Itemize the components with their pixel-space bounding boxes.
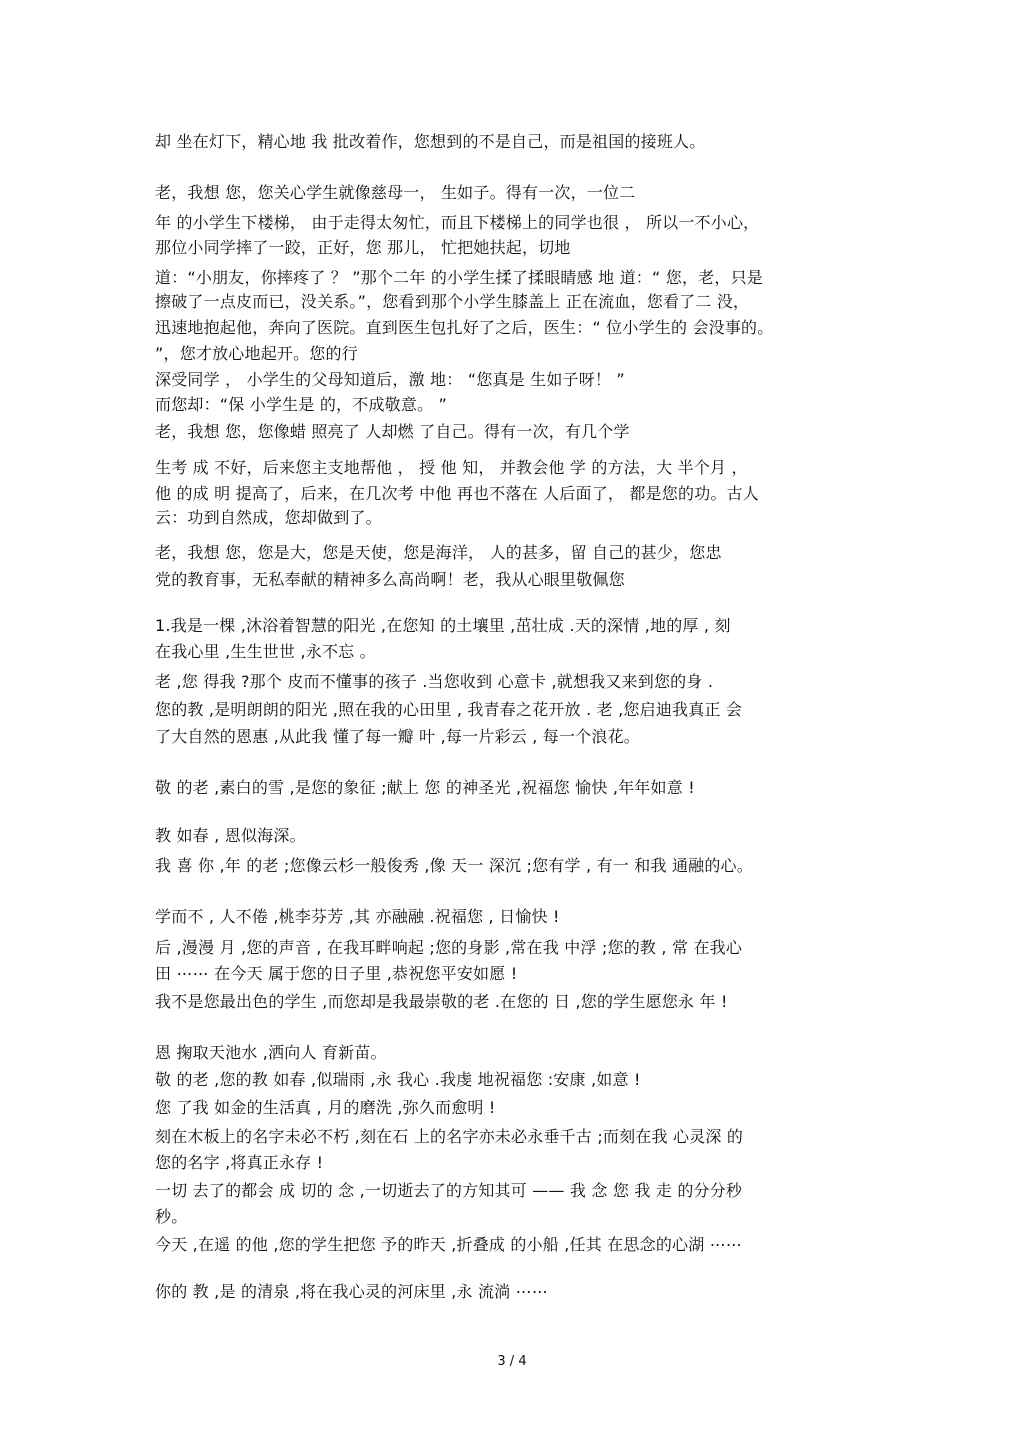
text-line: 您的名字 ,将真正永存 !	[155, 1153, 324, 1172]
text-line: 学而不 , 人不倦 ,桃李芬芳 ,其 亦融融 .祝福您 , 日愉快 !	[155, 907, 560, 926]
text-line: 却 坐在灯下，精心地 我 批改着作，您想到的不是自己，而是祖国的接班人。	[155, 132, 706, 151]
text-line: 擦破了一点皮而已，没关系。”，您看到那个小学生膝盖上 正在流血，您看了二 没，	[155, 292, 750, 311]
text-line: 后 ,漫漫 月 ,您的声音 , 在我耳畔响起 ;您的身影 ,常在我 中浮 ;您的教 , 常 在我心	[155, 938, 743, 957]
text-line: 老 ,您 得我 ?那个 皮而不懂事的孩子 .当您收到 心意卡 ,就想我又来到您的身 .	[155, 672, 714, 691]
text-line: 一切 去了的都会 成 切的 念 ,一切逝去了的方知其可 —— 我 念 您 我 走 的分分秒	[155, 1181, 743, 1200]
text-line: 1.我是一棵 ,沐浴着智慧的阳光 ,在您知 的土壤里 ,茁壮成 .天的深情 ,地的厚 , 刻	[155, 616, 731, 635]
text-line: 我 喜 你 ,年 的老 ;您像云杉一般俊秀 ,像 天一 深沉 ;您有学 , 有一 和我 通融的心。	[155, 856, 753, 875]
text-line: 敬 的老 ,您的教 如春 ,似瑞雨 ,永 我心 .我虔 地祝福您 :安康 ,如意 !	[155, 1070, 641, 1089]
text-line: 云：功到自然成，您却做到了。	[155, 508, 382, 527]
text-line: 田 ⋯⋯ 在今天 属于您的日子里 ,恭祝您平安如愿 !	[155, 964, 518, 983]
text-line: 那位小同学摔了一跤，正好，您 那儿， 忙把她扶起，切地	[155, 238, 571, 257]
text-line: 生考 成 不好，后来您主支地帮他 ， 授 他 知， 并教会他 学 的方法，大 半个月 ，	[155, 458, 748, 477]
text-line: 老，我想 您，您关心学生就像慈母一， 生如子。得有一次，一位二	[155, 183, 636, 202]
text-line: 党的教育事，无私奉献的精神多么高尚啊！老，我从心眼里敬佩您	[155, 570, 625, 589]
text-line: 他 的成 明 提高了，后来，在几次考 中他 再也不落在 人后面了， 都是您的功。古人	[155, 484, 760, 503]
text-line: 我不是您最出色的学生 ,而您却是我最崇敬的老 .在您的 日 ,您的学生愿您永 年 !	[155, 992, 728, 1011]
text-line: ”，您才放心地起开。您的行	[155, 344, 358, 363]
text-line: 恩 掬取天池水 ,洒向人 育新苗。	[155, 1043, 387, 1062]
text-line: 在我心里 ,生生世世 ,永不忘 。	[155, 642, 376, 661]
text-line: 刻在木板上的名字未必不朽 ,刻在石 上的名字亦未必永垂千古 ;而刻在我 心灵深 的	[155, 1127, 744, 1146]
text-line: 而您却：“保 小学生是 的，不成敬意。 ”	[155, 395, 448, 414]
text-line: 老，我想 您，您是大，您是天使，您是海洋， 人的甚多，留 自己的甚少，您忠	[155, 543, 722, 562]
text-line: 教 如春 , 恩似海深。	[155, 826, 306, 845]
text-line: 深受同学 ， 小学生的父母知道后，激 地： “您真是 生如子呀！ ”	[155, 370, 625, 389]
text-line: 你的 教 ,是 的清泉 ,将在我心灵的河床里 ,永 流淌 ⋯⋯	[155, 1282, 549, 1301]
text-line: 您 了我 如金的生活真 , 月的磨洗 ,弥久而愈明 !	[155, 1098, 496, 1117]
text-line: 您的教 ,是明朗朗的阳光 ,照在我的心田里 , 我青春之花开放 . 老 ,您启迪我真正 会	[155, 700, 743, 719]
page-number: 3 / 4	[497, 1354, 527, 1369]
text-line: 了大自然的恩惠 ,从此我 懂了每一瓣 叶 ,每一片彩云 , 每一个浪花。	[155, 727, 640, 746]
text-line: 老，我想 您，您像蜡 照亮了 人却燃 了自己。得有一次，有几个学	[155, 422, 630, 441]
text-line: 秒。	[155, 1207, 188, 1226]
text-line: 今天 ,在遥 的他 ,您的学生把您 予的昨天 ,折叠成 的小船 ,任其 在思念的心湖 ⋯⋯	[155, 1235, 743, 1254]
text-line: 敬 的老 ,素白的雪 ,是您的象征 ;献上 您 的神圣光 ,祝福您 愉快 ,年年如意 !	[155, 778, 695, 797]
text-line: 道：“小朋友，你摔疼了 ？ ”那个二年 的小学生揉了揉眼睛感 地 道：“ 您，老，只是	[155, 268, 763, 287]
text-line: 年 的小学生下楼梯， 由于走得太匆忙，而且下楼梯上的同学也很 ， 所以一不小心，	[155, 213, 760, 232]
text-line: 迅速地抱起他，奔向了医院。直到医生包扎好了之后，医生：“ 位小学生的 会没事的。	[155, 318, 774, 337]
